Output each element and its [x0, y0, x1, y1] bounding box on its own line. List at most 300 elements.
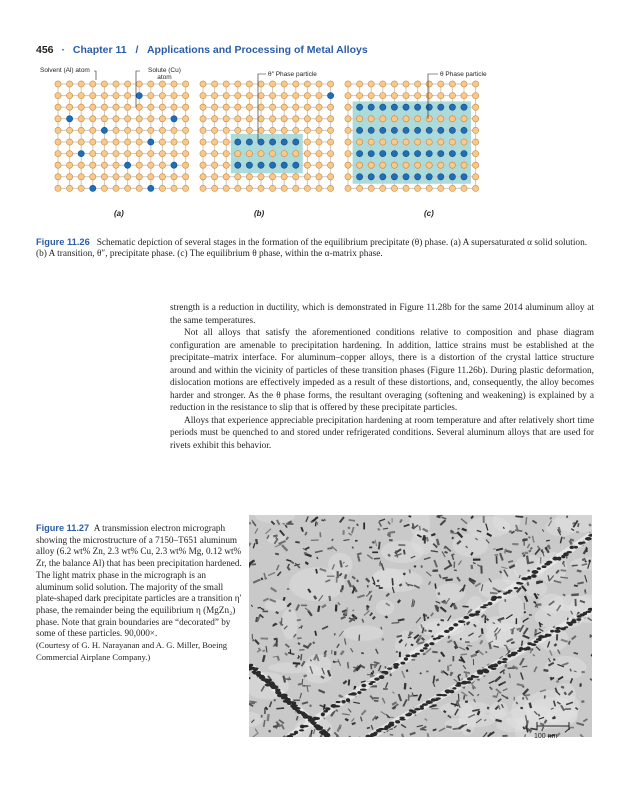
solute-atom-label: Solute (Cu) atom [148, 67, 181, 81]
solute-atom [461, 174, 467, 180]
figure-11-27-credit: (Courtesy of G. H. Narayanan and A. G. Miller, Boeing Commercial Airplane Company.) [36, 640, 228, 662]
solute-atom [415, 151, 421, 157]
precipitate-particle [355, 540, 358, 542]
page-number: 456 [36, 44, 54, 56]
solvent-atom [200, 185, 206, 191]
solvent-atom [426, 93, 432, 99]
theta-phase-label: θ Phase particle [440, 71, 487, 78]
solvent-atom [473, 93, 479, 99]
solvent-atom [270, 81, 276, 87]
solute-atom [449, 104, 455, 110]
solute-atom [426, 174, 432, 180]
solvent-atom [461, 81, 467, 87]
boundary-particle [311, 722, 317, 725]
boundary-particle [399, 717, 404, 719]
solute-atom [270, 162, 276, 168]
solvent-atom [200, 116, 206, 122]
solvent-atom [316, 162, 322, 168]
solvent-atom [223, 127, 229, 133]
precipitate-particle [372, 552, 378, 554]
solvent-atom [113, 104, 119, 110]
solvent-atom [293, 93, 299, 99]
precipitate-particle [589, 560, 591, 563]
boundary-particle [491, 596, 497, 600]
solute-atom [415, 104, 421, 110]
solvent-atom [148, 127, 154, 133]
solvent-atom-label: Solvent (Al) atom [40, 67, 90, 74]
solvent-atom [438, 185, 444, 191]
solvent-atom [55, 174, 61, 180]
chapter-label: Chapter 11 [72, 44, 127, 56]
solvent-atom [113, 116, 119, 122]
boundary-particle [526, 646, 531, 650]
solvent-atom [171, 81, 177, 87]
solvent-atom [328, 81, 334, 87]
boundary-particle [550, 630, 554, 633]
solvent-atom [136, 81, 142, 87]
solvent-atom [200, 151, 206, 157]
boundary-particle [400, 662, 405, 665]
solvent-atom [426, 162, 432, 168]
solute-atom [391, 151, 397, 157]
solute-atom [101, 127, 107, 133]
solvent-atom [136, 127, 142, 133]
solvent-atom [473, 162, 479, 168]
solvent-atom [345, 127, 351, 133]
precipitate-particle [581, 671, 585, 674]
solvent-atom [380, 185, 386, 191]
solvent-atom [304, 139, 310, 145]
boundary-particle [350, 692, 357, 695]
solvent-atom [235, 127, 241, 133]
boundary-particle [253, 667, 259, 669]
solvent-atom [90, 93, 96, 99]
precipitate-particle [399, 652, 401, 657]
solvent-atom [449, 116, 455, 122]
matrix-patch [376, 600, 394, 616]
scale-bar-label: 100 nm [534, 733, 558, 740]
solvent-atom [328, 104, 334, 110]
solvent-atom [345, 174, 351, 180]
solvent-atom [403, 139, 409, 145]
precipitate-particle [287, 589, 289, 590]
solvent-atom [258, 127, 264, 133]
solvent-atom [78, 127, 84, 133]
precipitate-particle [252, 639, 254, 641]
boundary-particle [531, 574, 537, 578]
boundary-particle [449, 690, 454, 694]
solvent-atom [368, 116, 374, 122]
solvent-atom [270, 127, 276, 133]
solute-atom [380, 174, 386, 180]
solvent-atom [78, 104, 84, 110]
matrix-patch [440, 701, 493, 716]
solvent-atom [461, 185, 467, 191]
boundary-particle [574, 546, 578, 549]
solvent-atom [212, 93, 218, 99]
precipitate-particle [304, 552, 307, 554]
solvent-atom [148, 116, 154, 122]
theta-double-prime-label: θ″ Phase particle [268, 71, 317, 78]
precipitate-particle [524, 603, 525, 610]
precipitate-particle [363, 523, 365, 530]
solvent-atom [391, 81, 397, 87]
solvent-atom [67, 127, 73, 133]
solvent-atom [212, 104, 218, 110]
solvent-atom [380, 93, 386, 99]
solvent-atom [438, 93, 444, 99]
precipitate-particle [261, 715, 263, 718]
boundary-particle [436, 697, 441, 699]
solvent-atom [78, 81, 84, 87]
solvent-atom [328, 174, 334, 180]
solvent-atom [55, 116, 61, 122]
solvent-atom [461, 162, 467, 168]
solvent-atom [473, 104, 479, 110]
solute-atom [270, 139, 276, 145]
boundary-particle [249, 664, 253, 667]
solvent-atom [78, 185, 84, 191]
solvent-atom [328, 151, 334, 157]
solvent-atom [171, 139, 177, 145]
precipitate-particle [552, 677, 554, 679]
solvent-atom [212, 185, 218, 191]
precipitate-particle [473, 558, 481, 560]
boundary-particle [480, 606, 487, 608]
solvent-atom [270, 93, 276, 99]
boundary-particle [473, 613, 479, 616]
solvent-atom [258, 174, 264, 180]
figure-11-26-caption-text: Schematic depiction of several stages in the formation of the equilibrium precipitate (θ) phase. (a) A supersaturated α solid solution. (b) A transition, θ″, precipitate phase. (c) The equilibrium θ phase, within the α-matrix phase. [36, 238, 588, 260]
solvent-atom [223, 93, 229, 99]
solvent-atom [403, 162, 409, 168]
precipitate-particle [276, 639, 278, 647]
boundary-particle [423, 647, 428, 649]
precipitate-particle [367, 585, 369, 587]
solvent-atom [67, 162, 73, 168]
solvent-atom [316, 174, 322, 180]
solvent-atom [223, 151, 229, 157]
boundary-particle [585, 537, 592, 541]
matrix-patch [305, 654, 331, 675]
precipitate-particle [540, 557, 542, 563]
solvent-atom [316, 151, 322, 157]
solvent-atom [223, 162, 229, 168]
solvent-atom [415, 93, 421, 99]
running-header [36, 44, 368, 56]
solute-atom [125, 162, 131, 168]
boundary-particle [581, 541, 586, 543]
solvent-atom [258, 93, 264, 99]
boundary-particle [542, 565, 547, 568]
boundary-particle [534, 640, 539, 643]
boundary-particle [407, 712, 412, 715]
boundary-particle [465, 681, 471, 684]
boundary-particle [294, 731, 298, 735]
solvent-atom [223, 139, 229, 145]
boundary-particle [488, 602, 493, 606]
solvent-atom [113, 93, 119, 99]
solute-atom [90, 185, 96, 191]
solvent-atom [357, 93, 363, 99]
solvent-atom [159, 104, 165, 110]
solvent-atom [171, 93, 177, 99]
body-paragraph: Not all alloys that satisfy the aforementioned conditions relative to composition and phase diagram configuration are amenable to precipitation hardening. In addition, lattice strains must be established at the precipitate–matrix interface. For aluminum–copper alloys, there is a distortion of the crystal lattice structure around and within the vicinity of particles of these transition phases (Figure 11.26b). During plastic deformation, dislocation motions are effectively impeded as a result of these distortions, and, consequently, the alloy becomes harder and stronger. As the θ phase forms, the resultant overaging (softening and weakening) is explained by a reduction in the resistance to slip that is offered by these precipitate particles. [170, 328, 594, 413]
boundary-particle [511, 652, 518, 655]
boundary-particle [483, 604, 489, 606]
boundary-particle [342, 700, 346, 704]
solute-atom [357, 127, 363, 133]
solvent-atom [101, 104, 107, 110]
precipitate-particle [432, 569, 438, 572]
solvent-atom [101, 139, 107, 145]
solvent-atom [304, 93, 310, 99]
body-paragraph: Alloys that experience appreciable precipitation hardening at room temperature and after relatively short time periods must be quenched to and stored under refrigerated conditions. Several aluminum alloys that are used for rivets exhibit this behavior. [170, 415, 594, 451]
boundary-particle [427, 701, 433, 703]
boundary-particle [444, 630, 450, 633]
solvent-atom [246, 93, 252, 99]
boundary-particle [500, 661, 507, 663]
solvent-atom [235, 174, 241, 180]
solvent-atom [328, 185, 334, 191]
solvent-atom [293, 104, 299, 110]
solvent-atom [90, 116, 96, 122]
precipitate-particle [392, 518, 393, 522]
solvent-atom [281, 93, 287, 99]
solvent-atom [183, 174, 189, 180]
solvent-atom [304, 185, 310, 191]
boundary-particle [389, 722, 394, 724]
solute-atom [328, 93, 334, 99]
solute-atom [148, 185, 154, 191]
solvent-atom [55, 162, 61, 168]
solute-atom [403, 151, 409, 157]
solvent-atom [235, 81, 241, 87]
solvent-atom [281, 81, 287, 87]
solute-atom [368, 104, 374, 110]
solvent-atom [246, 174, 252, 180]
solute-atom [246, 162, 252, 168]
solvent-atom [125, 151, 131, 157]
solute-atom [235, 139, 241, 145]
precipitate-particle [376, 585, 380, 587]
solvent-atom [113, 151, 119, 157]
solute-atom [258, 139, 264, 145]
solvent-atom [159, 151, 165, 157]
solvent-atom [212, 116, 218, 122]
solvent-atom [171, 104, 177, 110]
solvent-atom [304, 127, 310, 133]
solute-atom [461, 151, 467, 157]
precipitate-particle [421, 565, 423, 567]
solvent-atom [113, 162, 119, 168]
solvent-atom [125, 93, 131, 99]
boundary-particle [373, 732, 377, 735]
solvent-atom [438, 139, 444, 145]
tem-micrograph [249, 515, 592, 737]
solute-atom [357, 174, 363, 180]
precipitate-particle [447, 666, 449, 671]
solvent-atom [426, 81, 432, 87]
solvent-atom [316, 139, 322, 145]
solute-atom [438, 104, 444, 110]
solvent-atom [426, 116, 432, 122]
precipitate-particle [317, 522, 318, 525]
solvent-atom [113, 139, 119, 145]
boundary-particle [473, 676, 480, 678]
solvent-atom [90, 127, 96, 133]
boundary-particle [321, 712, 325, 716]
boundary-particle [360, 689, 367, 691]
solvent-atom [200, 139, 206, 145]
solvent-atom [368, 185, 374, 191]
solvent-atom [328, 127, 334, 133]
solvent-atom [171, 127, 177, 133]
solvent-atom [391, 139, 397, 145]
solvent-atom [415, 185, 421, 191]
solvent-atom [258, 116, 264, 122]
solute-atom [78, 151, 84, 157]
solute-atom [281, 162, 287, 168]
boundary-particle [452, 687, 456, 690]
solvent-atom [415, 162, 421, 168]
solvent-atom [449, 162, 455, 168]
solvent-atom [357, 185, 363, 191]
boundary-particle [436, 637, 441, 639]
solvent-atom [101, 151, 107, 157]
solvent-atom [125, 139, 131, 145]
solvent-atom [368, 162, 374, 168]
solvent-atom [380, 162, 386, 168]
solvent-atom [246, 185, 252, 191]
solvent-atom [258, 151, 264, 157]
solvent-atom [345, 162, 351, 168]
solvent-atom [125, 116, 131, 122]
precipitate-particle [556, 634, 558, 640]
boundary-particle [318, 728, 322, 731]
precipitate-particle [565, 708, 571, 709]
solvent-atom [426, 139, 432, 145]
boundary-particle [567, 551, 572, 553]
solvent-atom [90, 81, 96, 87]
chapter-title: Applications and Processing of Metal Alloys [146, 44, 368, 56]
precipitate-particle [263, 611, 269, 613]
precipitate-particle [327, 576, 334, 577]
solvent-atom [473, 139, 479, 145]
figure-11-27-label: Figure 11.27 [36, 523, 90, 533]
precipitate-particle [553, 658, 556, 660]
lattice-diagram [36, 62, 596, 220]
solvent-atom [113, 174, 119, 180]
precipitate-particle [301, 605, 307, 607]
figure-11-26 [36, 62, 596, 220]
precipitate-particle [252, 634, 253, 639]
solvent-atom [281, 185, 287, 191]
solvent-atom [246, 116, 252, 122]
solvent-atom [159, 116, 165, 122]
precipitate-particle [494, 554, 498, 556]
solvent-atom [78, 174, 84, 180]
solvent-atom [246, 104, 252, 110]
boundary-particle [387, 667, 392, 669]
solvent-atom [449, 93, 455, 99]
solute-atom [368, 151, 374, 157]
solvent-atom [136, 151, 142, 157]
boundary-particle [571, 619, 576, 623]
precipitate-particle [389, 539, 393, 542]
boundary-particle [424, 643, 429, 647]
solvent-atom [200, 93, 206, 99]
solvent-atom [438, 162, 444, 168]
solvent-atom [473, 116, 479, 122]
precipitate-particle [383, 688, 388, 690]
precipitate-particle [529, 614, 532, 616]
boundary-particle [514, 587, 519, 589]
boundary-particle [530, 643, 536, 646]
solvent-atom [316, 104, 322, 110]
solute-atom [281, 139, 287, 145]
solvent-atom [223, 174, 229, 180]
solvent-atom [293, 151, 299, 157]
solvent-atom [67, 104, 73, 110]
precipitate-particle [470, 565, 473, 569]
solvent-atom [345, 116, 351, 122]
precipitate-particle [465, 700, 468, 702]
boundary-particle [334, 705, 341, 707]
precipitate-particle [289, 610, 292, 612]
boundary-particle [336, 701, 341, 703]
boundary-particle [411, 710, 416, 713]
solvent-atom [403, 185, 409, 191]
solvent-atom [246, 151, 252, 157]
solvent-atom [78, 139, 84, 145]
solvent-atom [171, 151, 177, 157]
precipitate-particle [484, 615, 486, 623]
solute-atom [258, 162, 264, 168]
solvent-atom [148, 162, 154, 168]
precipitate-particle [337, 571, 339, 578]
figure-11-26-caption [36, 237, 592, 261]
precipitate-particle [336, 577, 338, 582]
solvent-atom [67, 139, 73, 145]
solvent-atom [293, 116, 299, 122]
solvent-atom [148, 104, 154, 110]
solute-atom [136, 93, 142, 99]
boundary-particle [325, 707, 330, 710]
solvent-atom [171, 185, 177, 191]
precipitate-particle [340, 589, 342, 592]
solvent-atom [304, 81, 310, 87]
solvent-atom [55, 104, 61, 110]
panel-c-label: (c) [424, 209, 434, 218]
precipitate-particle [584, 589, 586, 592]
solvent-atom [101, 116, 107, 122]
solute-atom [438, 127, 444, 133]
solvent-atom [136, 174, 142, 180]
precipitate-particle [290, 649, 291, 654]
solvent-atom [328, 139, 334, 145]
figure-11-26-label: Figure 11.26 [36, 237, 90, 247]
solvent-atom [183, 104, 189, 110]
boundary-particle [259, 675, 264, 677]
precipitate-particle [452, 656, 454, 661]
solvent-atom [67, 93, 73, 99]
precipitate-particle [408, 694, 410, 700]
solute-atom [246, 139, 252, 145]
solvent-atom [293, 81, 299, 87]
solvent-atom [415, 116, 421, 122]
solvent-atom [67, 151, 73, 157]
